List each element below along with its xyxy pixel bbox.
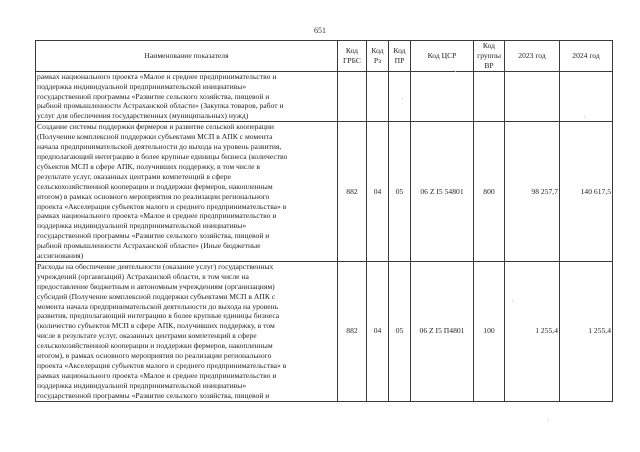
header-rz: Код Рз — [367, 41, 389, 72]
indicator-text-line: государственной программы «Развитие сельского хозяйства, пищевой и — [37, 390, 270, 400]
indicator-text-line: поддержка индивидуальной предпринимательской инициативы» — [37, 380, 247, 390]
header-vr: Код группы ВР — [474, 41, 505, 72]
indicator-name-cell — [36, 261, 338, 401]
header-csr: Код ЦСР — [411, 41, 474, 72]
csr-cell: 06 Z I5 П4801 — [411, 261, 474, 401]
indicator-text-line: предполагающий интеграцию в более крупные единицы бизнеса (количество — [37, 151, 288, 161]
vr-cell: 800 — [474, 122, 505, 262]
amount-2023-cell — [505, 71, 560, 122]
vr-cell — [474, 71, 505, 122]
scan-speck — [548, 420, 549, 421]
table-header-row — [36, 41, 613, 72]
indicator-text-line: рамках национального проекта «Малое и среднее предпринимательство и — [37, 71, 277, 81]
vr-cell: 100 — [474, 261, 505, 401]
amount-2023-cell: 98 257,7 — [505, 122, 560, 262]
indicator-text-line: государственной программы «Развитие сельского хозяйства, пищевой и — [37, 231, 270, 241]
indicator-text-line: рамках национального проекта «Малое и среднее предпринимательство и — [37, 211, 277, 221]
scan-speck — [402, 98, 403, 99]
budget-table — [35, 40, 613, 402]
pr-cell — [389, 71, 411, 122]
table-row — [36, 261, 613, 401]
indicator-text-line: итогом), в рамках основного мероприятия по реализации регионального — [37, 351, 272, 361]
indicator-text-line: государственной программы «Развитие сельского хозяйства, пищевой и — [37, 91, 270, 101]
rz-cell: 04 — [367, 122, 389, 262]
indicator-text-line: (Получение комплексной поддержки субъектами МСП в АПК с момента — [37, 132, 273, 142]
scan-speck — [584, 116, 585, 117]
table-row — [36, 122, 613, 262]
rz-cell: 04 — [367, 261, 389, 401]
pr-cell: 05 — [389, 122, 411, 262]
header-pr: Код ПР — [389, 41, 411, 72]
indicator-text-line: результате услуг, оказанных центрами компетенций в сфере — [37, 171, 231, 181]
page-number: 651 — [314, 26, 326, 35]
indicator-text-line: предоставление бюджетным и автономным учреждениям (организациям) — [37, 281, 275, 291]
csr-cell: 06 Z I5 54801 — [411, 122, 474, 262]
indicator-text-line: субъектов МСП в сфере АПК, получивших поддержку, в том числе в — [37, 161, 260, 171]
indicator-text-line: учреждений (организаций) Астраханской области, в том числе на — [37, 271, 249, 281]
amount-2024-cell: 1 255,4 — [560, 261, 613, 401]
amount-2023-cell: 1 255,4 — [505, 261, 560, 401]
indicator-text-line: рамках национального проекта «Малое и среднее предпринимательство и — [37, 370, 277, 380]
indicator-name-cell — [36, 71, 338, 122]
header-grbs: Код ГРБС — [338, 41, 367, 72]
indicator-name-cell — [36, 122, 338, 262]
header-2024: 2024 год — [560, 41, 613, 72]
amount-2024-cell: 140 617,5 — [560, 122, 613, 262]
rz-cell — [367, 71, 389, 122]
indicator-text-line: сельскохозяйственной кооперации и поддержки фермеров, накопленным — [37, 341, 273, 351]
csr-cell — [411, 71, 474, 122]
header-2023: 2023 год — [505, 41, 560, 72]
pr-cell: 05 — [389, 261, 411, 401]
indicator-text-line: Создание системы поддержки фермеров и развитие сельской кооперации — [37, 122, 274, 132]
grbs-cell — [338, 71, 367, 122]
indicator-text-line: момента начала предпринимательской деятельности до выхода на уровень — [37, 301, 279, 311]
grbs-cell: 882 — [338, 122, 367, 262]
indicator-text-line: (количество субъектов МСП в сфере АПК, получивших поддержку, в том — [37, 321, 275, 331]
scan-speck — [512, 300, 513, 301]
grbs-cell: 882 — [338, 261, 367, 401]
indicator-text-line: развития, предполагающий интеграцию в более крупные единицы бизнеса — [37, 311, 280, 321]
indicator-text-line: услуг для обеспечения государственных (муниципальных) нужд) — [37, 111, 249, 121]
scan-speck — [455, 71, 456, 72]
indicator-text-line: проекта «Акселерация субъектов малого и среднего предпринимательства» в — [37, 201, 287, 211]
indicator-text-line: поддержка индивидуальной предпринимательской инициативы» — [37, 81, 247, 91]
indicator-text-line: рыбной промышленности Астраханской области» (Иные бюджетные — [37, 241, 261, 251]
indicator-text-line: рыбной промышленности Астраханской области» (Закупка товаров, работ и — [37, 101, 284, 111]
indicator-text-line: поддержка индивидуальной предпринимательской инициативы» — [37, 221, 247, 231]
indicator-text-line: ассигнования) — [37, 251, 84, 261]
indicator-text-line: Расходы на обеспечение деятельности (оказание услуг) государственных — [37, 261, 274, 271]
table-row — [36, 71, 613, 122]
indicator-text-line: числе в результате услуг, оказанных центрами компетенций в сфере — [37, 331, 257, 341]
amount-2024-cell — [560, 71, 613, 122]
indicator-text-line: сельскохозяйственной кооперации и поддержки фермеров, накопленным — [37, 181, 273, 191]
header-name: Наименование показателя — [36, 41, 338, 72]
indicator-text-line: субсидий (Получение комплексной поддержки субъектами МСП в АПК с — [37, 291, 276, 301]
indicator-text-line: итогом) в рамках основного мероприятия по реализации регионального — [37, 191, 270, 201]
indicator-text-line: начала предпринимательской деятельности до выхода на уровень развития, — [37, 142, 282, 152]
indicator-text-line: проекта «Акселерация субъектов малого и среднего предпринимательства» в — [37, 361, 287, 370]
